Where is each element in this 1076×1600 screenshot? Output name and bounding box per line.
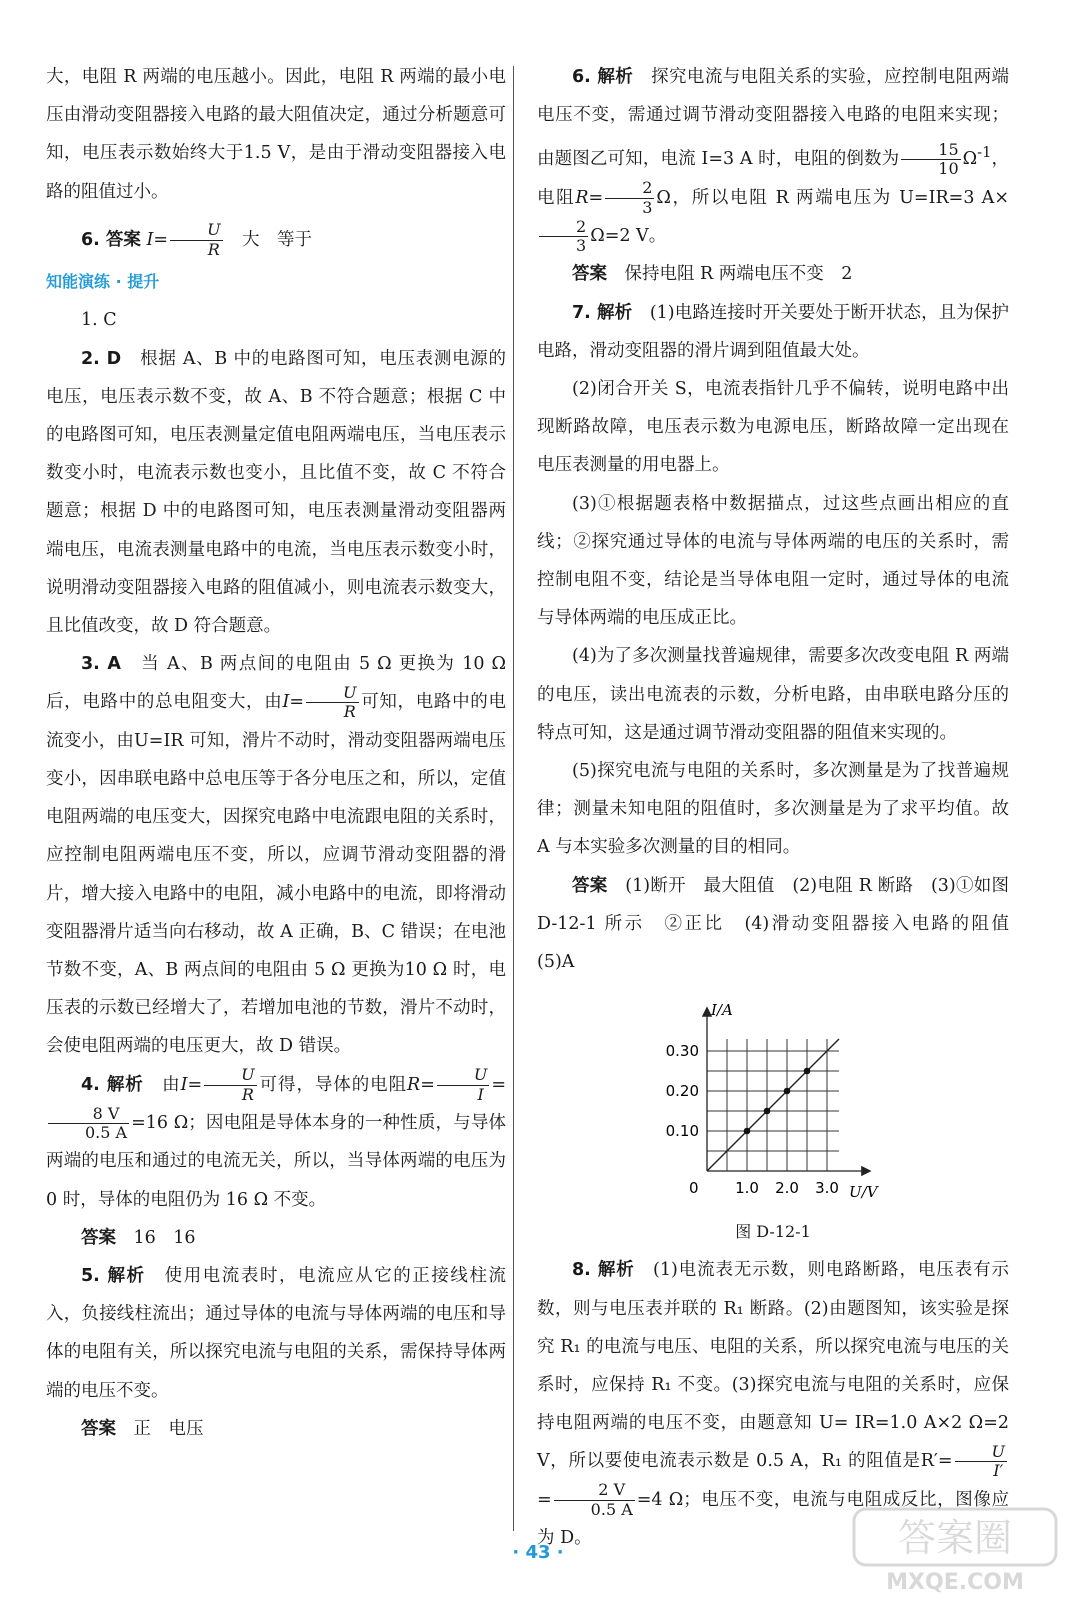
- q7-answer: 答案 (1)断开 最大阻值 (2)电阻 R 断路 (3)①如图 D-12-1 所示 ②正比 (4)滑动变阻器接入电路的阻值 (5)A: [537, 875, 1027, 973]
- iu-graph: [537, 981, 1009, 1211]
- q7-analysis-4: (4)为了多次测量找普遍规律，需要多次改变电阻 R 两端的电压，读出电流表的示数，分析电路，由串联电路分压的特点可知，这是通过调节滑动变阻器的阻值来实现的。: [537, 646, 1009, 743]
- continued-paragraph: 大，电阻 R 两端的电压越小。因此，电阻 R 两端的最小电压由滑动变阻器接入电路的最大阻值决定，通过分析题意可知，电压表示数始终大于1.5 V，是由于滑动变阻器接入电路的阻值过小。: [46, 67, 506, 202]
- q4-fraction-3: $\frac{8 V}{0.5 A}$: [48, 1105, 129, 1143]
- q8-fraction-2: $\frac{2 V}{0.5 A}$: [554, 1481, 635, 1519]
- watermark-text: 答案圈: [897, 1516, 1013, 1560]
- watermark-url: MXQE.COM: [886, 1570, 1024, 1595]
- q8-fraction-1: $\frac{U}{I'}$: [955, 1443, 1007, 1481]
- data-point: [804, 1068, 811, 1075]
- q6-right-answer: 答案 保持电阻 R 两端电压不变 2: [572, 264, 853, 285]
- q1-answer: 1. C: [81, 310, 117, 331]
- q4-fraction-1: $\frac{U}{R}$: [204, 1066, 256, 1104]
- q3-fraction: $\frac{U}{R}$: [306, 684, 358, 722]
- right-column: [537, 58, 1027, 1557]
- q6-fraction-2: $\frac{2}{3}$: [605, 179, 654, 217]
- figure-d-12-1: [537, 981, 1009, 1211]
- q4-analysis: 4. 解析 由I= $\frac{U}{R}$ 可得，导体的电阻R= $\frac{U}{I}$ = $\frac{8 V}{0.5 A}$ =16 Ω；因电阻是导体本身的一种性质，与导体两端的电压和通过的电流无关，所以，当导体两端的电压为 0 时，导体的电阻仍为 16 Ω 不变。: [46, 1065, 507, 1210]
- q6-fraction-1: $\frac{15}{10}$: [901, 141, 960, 179]
- x-axis-label: U/V: [849, 1183, 878, 1202]
- q4-fraction-2: $\frac{U}{I}$: [437, 1066, 489, 1104]
- x-tick-label: 2.0: [775, 1179, 799, 1198]
- q7-analysis-3: (3)①根据题表格中数据描点，过这些点画出相应的直线；②探究通过导体的电流与导体两端的电压的关系时，需控制电阻不变，结论是当导体电阻一定时，通过导体的电流与导体两端的电压成正比。: [537, 493, 1009, 629]
- q6-fraction: $\frac{U}{R}$: [170, 221, 222, 259]
- q4-answer: 答案 16 16: [81, 1227, 196, 1248]
- q6-analysis: 6. 解析 探究电流与电阻关系的实验，应控制电阻两端电压不变，需通过调节滑动变阻器接入电路的电阻来实现；由题图乙可知，电流 I=3 A 时，电阻的倒数为 $\frac{15}{10}$ $\Omega^{-1}$，电阻R= $\frac{2}{3}$ Ω，所以电阻 R 两端电压为 U=IR=3 A× $\frac{2}{3}$ Ω=2 V。: [537, 67, 1010, 256]
- figure-caption: 图 D-12-1: [735, 1222, 811, 1242]
- column-divider: [513, 66, 514, 1531]
- x-tick-label: 3.0: [815, 1179, 839, 1198]
- left-column: [46, 58, 506, 1448]
- data-point: [744, 1128, 751, 1135]
- y-tick-label: 0.10: [665, 1122, 699, 1141]
- q5-answer: 答案 正 电压: [81, 1418, 204, 1439]
- y-tick-label: 0.20: [665, 1082, 699, 1101]
- q3-answer: 3. A 当 A、B 两点间的电阻由 5 Ω 更换为 10 Ω 后，电路中的总电阻变大，由I= $\frac{U}{R}$ 可知，电路中的电流变小，由U=IR 可知，滑片不动时，滑动变阻器两端电压变小，因串联电路中总电压等于各分电压之和，所以，定值电阻两端的电压变大，因探究电路中电流跟电阻的关系时，应控制电阻两端电压不变，所以，应调节滑动变阻器的滑片，增大接入电路中的电阻，减小电路中的电流，即将滑动变阻器滑片适当向右移动，故 A 正确，B、C 错误；在电池节数不变，A、B 两点间的电阻由 5 Ω 更换为10 Ω 时，电压表的示数已经增大了，若增加电池的节数，滑片不动时，会使电阻两端的电压更大，故 D 错误。: [46, 654, 507, 1057]
- q2-answer: 2. D 根据 A、B 中的电路图可知，电压表测电源的电压，电压表示数不变，故 A、B 不符合题意；根据 C 中的电路图可知，电压表测量定值电阻两端电压，当电压表示数变小时，电流表示数也变小，且比值不变，故 C 不符合题意；根据 D 中的电路图可知，电压表测量滑动变阻器两端电压，电流表测量电路中的电流，当电压表示数变小时，说明滑动变阻器接入电路的阻值减小，则电流表示数变大，且比值改变，故 D 符合题意。: [46, 348, 507, 637]
- section-title: 知能演练 · 提升: [46, 272, 160, 292]
- data-point: [764, 1108, 771, 1115]
- y-axis-label: I/A: [711, 1001, 733, 1020]
- q7-analysis-1: 7. 解析 (1)电路连接时开关要处于断开状态，且为保护电路，滑动变阻器的滑片调到阻值最大处。: [537, 302, 1009, 361]
- q6-fraction-3: $\frac{2}{3}$: [539, 218, 588, 256]
- x-tick-label: 1.0: [735, 1179, 759, 1198]
- watermark-logo: [850, 1505, 1060, 1595]
- q7-analysis-5: (5)探究电流与电阻的关系时，多次测量是为了找普遍规律；测量未知电阻的阻值时，多次测量是为了求平均值。故 A 与本实验多次测量的目的相同。: [537, 761, 1009, 858]
- page-number: · 43 ·: [512, 1542, 564, 1563]
- q8-analysis: 8. 解析 (1)电流表无示数，则电路断路，电压表有示数，则与电压表并联的 R₁ 断路。(2)由题图知，该实验是探究 R₁ 的电流与电压、电阻的关系，所以探究电流与电压的关系时，应保持 R₁ 不变。(3)探究电流与电阻的关系时，应保持电阻两端的电压不变，由题意知 U= IR=1.0 A×2 Ω=2 V，所以要使电流表示数是 0.5 A，R₁ 的阻值是R′= $\frac{U}{I'}$ = $\frac{2 V}{0.5 A}$ =4 Ω；电压不变，电流与电阻成反比，图像应为 D。: [537, 1260, 1010, 1549]
- q5-analysis: 5. 解析 使用电流表时，电流应从它的正接线柱流入，负接线柱流出；通过导体的电流与导体两端的电压和导体的电阻有关，所以探究电流与电阻的关系，需保持导体两端的电压不变。: [46, 1266, 507, 1401]
- q7-analysis-2: (2)闭合开关 S，电流表指针几乎不偏转，说明电路中出现断路故障，电压表示数为电源电压，断路故障一定出现在电压表测量的用电器上。: [537, 379, 1009, 476]
- y-tick-label: 0.30: [665, 1042, 699, 1061]
- origin-label: 0: [689, 1179, 699, 1198]
- data-point: [784, 1088, 791, 1095]
- q6-answer: 6. 答案 I= $\frac{U}{R}$ 大 等于: [81, 220, 313, 259]
